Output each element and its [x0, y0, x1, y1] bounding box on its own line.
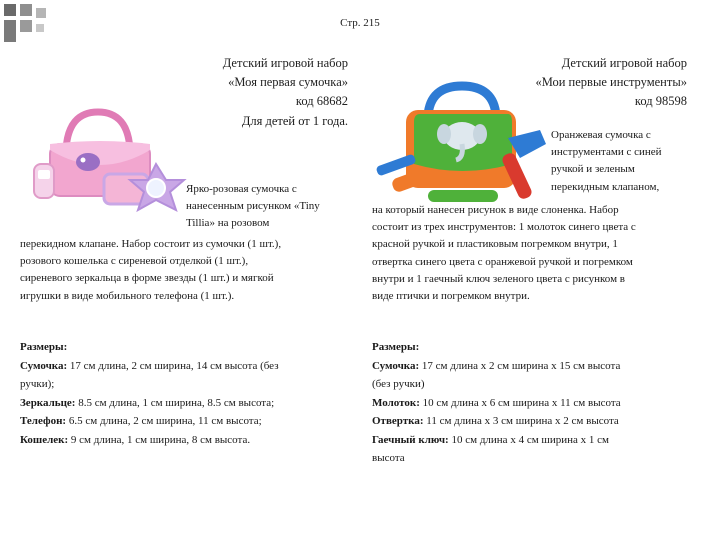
text-line: ручкой и зеленым — [551, 163, 635, 176]
size-line — [372, 357, 692, 376]
size-text: 17 см длина х 2 см ширина х 15 см высота — [419, 359, 621, 372]
text-line: отвертка синего цвета с оранжевой ручкой и погремком — [372, 255, 633, 268]
size-line — [20, 412, 350, 431]
size-line — [372, 412, 692, 431]
text-line: розового кошелька с сиреневой отделкой (1 шт.), — [20, 255, 249, 268]
size-text: 6.5 см длина, 2 см ширина, 11 см высота; — [66, 415, 262, 427]
left-description-part-a — [186, 181, 346, 233]
size-text: 10 см длина х 4 см ширина х 1 см — [448, 433, 610, 446]
right-title-line: «Мои первые инструменты» — [535, 75, 687, 89]
size-text: ручки); — [20, 378, 55, 390]
text-line: перекидном клапане. Набор состоит из сумочки (1 шт.), — [20, 238, 282, 250]
size-label: Кошелек: — [20, 433, 69, 446]
text-line: нанесенным рисунком «Tiny — [186, 200, 320, 213]
text-line: Tillia» на розовом — [186, 217, 270, 230]
size-text: 9 см длина, 1 см ширина, 8 см высота. — [68, 433, 251, 446]
age-note: Для детей от 1 года. — [241, 114, 348, 128]
size-label: Гаечный ключ: — [372, 433, 449, 446]
text-line: Оранжевая сумочка с — [551, 129, 651, 141]
right-title-line: Детский игровой набор — [561, 56, 687, 70]
size-line — [20, 431, 350, 450]
left-description-part-b — [20, 236, 350, 305]
text-line: перекидным клапаном, — [551, 180, 660, 193]
text-line: состоит из трех инструментов: 1 молоток синего цвета с — [372, 221, 636, 234]
size-label: Сумочка: — [20, 359, 68, 372]
corner-decoration — [4, 4, 16, 16]
text-line: внутри и 1 гаечный ключ зеленого цвета с рисунком в — [372, 272, 625, 285]
size-text: 8.5 см длина, 1 см ширина, 8.5 см высота; — [75, 396, 275, 409]
size-text: 11 см длина х 3 см ширина х 2 см высота — [423, 415, 619, 427]
right-sizes — [372, 338, 692, 468]
text-line: на который нанесен рисунок в виде слоненка. Набор — [372, 204, 619, 216]
left-sizes — [20, 338, 350, 449]
size-line — [372, 394, 692, 413]
size-text: (без ручки) — [372, 378, 425, 390]
page-number: Стр. 215 — [340, 17, 380, 29]
text-line: игрушки в виде мобильного телефона (1 шт.). — [20, 289, 235, 302]
size-text: высота — [372, 452, 405, 464]
text-line: виде птички и погремком внутри. — [372, 290, 530, 303]
text-line: сиреневого зеркальца в форме звезды (1 шт.) и мягкой — [20, 272, 274, 285]
size-label: Отвертка: — [372, 415, 424, 427]
size-line — [372, 449, 692, 468]
right-description-part-a — [551, 127, 701, 196]
text-line: красной ручкой и пластиковым погремком внутри, 1 — [372, 238, 618, 251]
size-label: Сумочка: — [372, 359, 420, 372]
size-line — [20, 357, 350, 376]
left-title-line: «Моя первая сумочка» — [228, 75, 348, 89]
right-description-part-b — [372, 202, 697, 305]
pink-handbag-set-illustration — [28, 100, 198, 225]
right-title-code: код 98598 — [634, 94, 687, 108]
left-title-code: код 68682 — [295, 94, 348, 108]
size-label: Зеркальце: — [20, 396, 76, 409]
size-line — [372, 375, 692, 394]
text-line: инструментами с синей — [551, 146, 662, 159]
size-label: Молоток: — [372, 396, 420, 409]
size-text: 17 см длина, 2 см ширина, 14 см высота (без — [67, 359, 279, 372]
sizes-heading: Размеры: — [20, 341, 68, 353]
sizes-heading: Размеры: — [372, 341, 420, 353]
left-title-line: Детский игровой набор — [222, 56, 348, 70]
size-line — [20, 375, 350, 394]
text-line: Ярко-розовая сумочка с — [186, 183, 297, 195]
size-label: Телефон: — [20, 415, 67, 427]
tool-bag-set-illustration — [370, 78, 550, 218]
size-line — [372, 431, 692, 450]
size-line — [20, 394, 350, 413]
size-text: 10 см длина х 6 см ширина х 11 см высота — [419, 396, 621, 409]
corner-decoration — [20, 4, 32, 16]
